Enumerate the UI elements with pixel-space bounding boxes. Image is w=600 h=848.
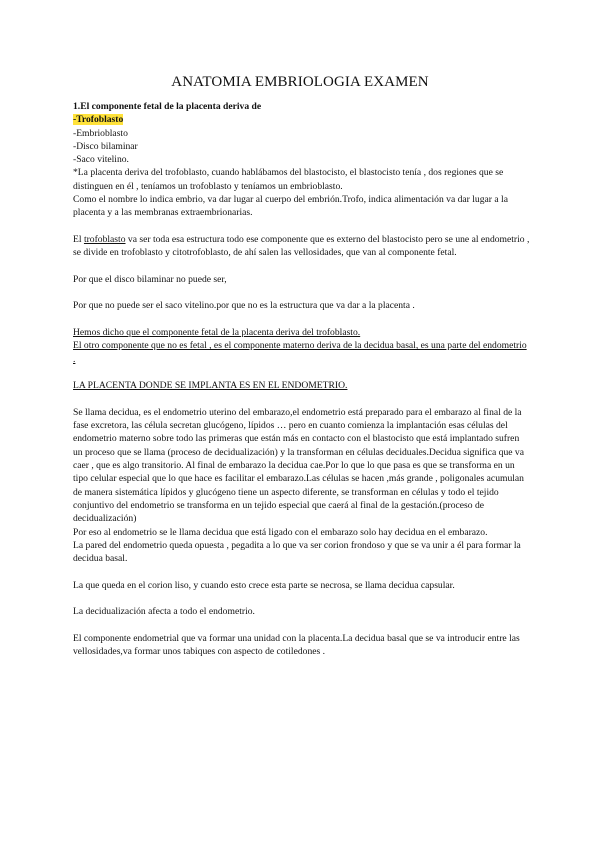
option-disco-bilaminar: -Disco bilaminar (73, 140, 138, 152)
document-body (73, 100, 531, 658)
underlined-statement-a: Hemos dicho que el componente fetal de la placenta deriva del trofoblasto. (73, 327, 361, 339)
disco-bilaminar-paragraph: Por que el disco bilaminar no puede ser, (73, 273, 227, 285)
decidua-paragraph: Se llama decidua, es el endometrio uterino del embarazo,el endometrio está preparado para el embarazo al final de la fase excretora, las célula secretan glucógeno, lípidos … pero en cuanto comienza la implantación esas células del endometrio materno sobre todo las primeras que están más en contacto con el blastocisto que está implantado sufren un proceso que se llama (proceso de decidualización) y la transforman en células deciduales.Decidua significa que va caer , que es algo transitorio. Al final de embarazo la decidua cae.Por lo que lo que pasa es que se transforma en un tipo celular especial que lo que hace es facilitar el embarazo.Las células se hacen ,más grande , poligonales acumulan de manera sistemática lípidos y glucógeno tiene un aspecto diferente, se transforman en células y todo el tejido conjuntivo del endometrio se transforma en un tejido especial que caerá al final de la gestación.(proceso de decidualización) (73, 406, 524, 525)
document-title: ANATOMIA EMBRIOLOGIA EXAMEN (171, 74, 429, 90)
explanation-paragraph-2: Como el nombre lo indica embrio, va dar lugar al cuerpo del embrión.Trofo, indica alimentación va dar lugar a la placenta y a las membranas extraembrionarias. (73, 194, 508, 219)
explanation-paragraph: *La placenta deriva del trofoblasto, cuando hablábamos del blastocisto, el blastocisto tenía , dos regiones que se distinguen en él , teníamos un trofoblasto y teníamos un embrioblasto. (73, 167, 504, 192)
saco-vitelino-paragraph: Por que no puede ser el saco vitelino.por que no es la estructura que va dar a la placenta . (73, 300, 415, 312)
option-trofoblasto (73, 113, 531, 126)
question-1: 1.El componente fetal de la placenta deriva de (73, 101, 262, 112)
corion-liso-paragraph: La que queda en el corion liso, y cuando esto crece esta parte se necrosa, se llama decidua capsular. (73, 579, 455, 591)
highlighted-answer: -Trofoblasto (73, 114, 124, 126)
llama-decidua-paragraph: Por eso al endometrio se le llama decidua que está ligado con el embarazo solo hay decidua en el embarazo. (73, 526, 488, 538)
option-saco-vitelino: -Saco vitelino. (73, 154, 129, 166)
trofoblasto-paragraph (73, 233, 531, 260)
endometrio-heading: LA PLACENTA DONDE SE IMPLANTA ES EN EL ENDOMETRIO. (73, 380, 348, 392)
underlined-statement-b: El otro componente que no es fetal , es el componente materno deriva de la decidua basal, es una parte del endometrio . (73, 340, 527, 365)
pared-endometrio-paragraph: La pared del endometrio queda opuesta , pegadita a lo que va ser corion frondoso y que se va unir a él para formar la decidua basal. (73, 539, 521, 565)
componente-endometrial-paragraph: El componente endometrial que va formar una unidad con la placenta.La decidua basal que se va introducir entre las vellosidades,va formar unos tabiques con aspecto de cotiledones . (73, 632, 520, 658)
trofoblasto-post: va ser toda esa estructura todo ese componente que es externo del blastocisto pero se une al endometrio , se divide en trofoblasto y citotrofoblasto, de ahí salen las vellosidades, que van al componente fetal. (73, 233, 530, 259)
trofoblasto-word: trofoblasto (83, 233, 126, 245)
option-embrioblasto: -Embrioblasto (73, 127, 128, 139)
decidualizacion-paragraph: La decidualización afecta a todo el endometrio. (73, 606, 255, 618)
trofoblasto-pre: El (73, 233, 84, 245)
